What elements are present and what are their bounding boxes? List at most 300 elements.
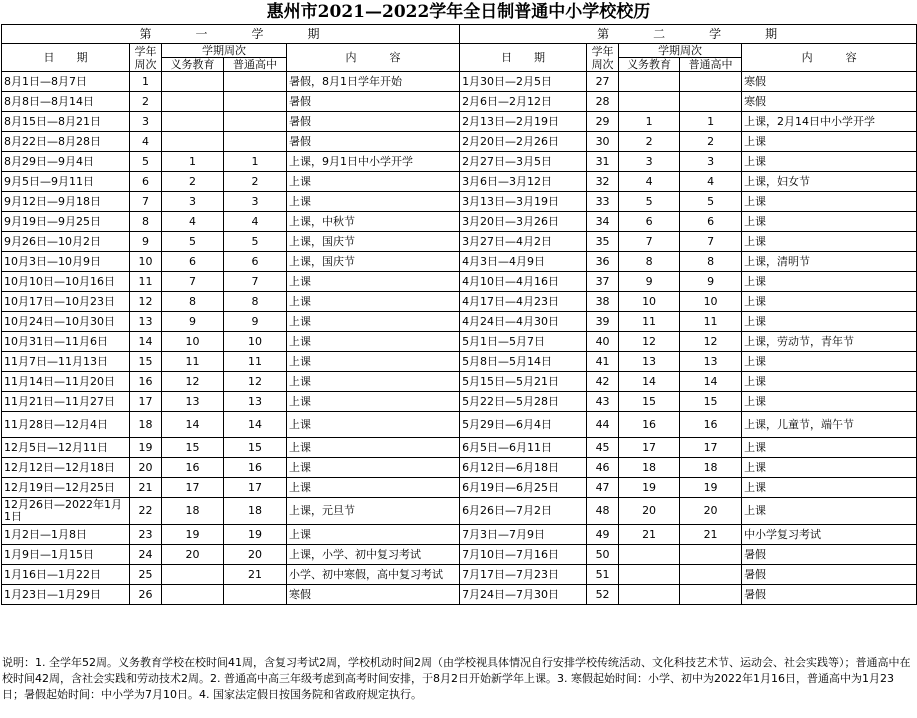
date-cell: 1月23日—1月29日 <box>2 585 130 605</box>
date-cell: 10月17日—10月23日 <box>2 292 130 312</box>
date-2-cell: 3月6日—3月12日 <box>460 172 587 192</box>
content-cell: 上课 <box>287 352 460 372</box>
table-row <box>2 525 917 545</box>
table-row <box>2 498 917 525</box>
content-2-cell: 暑假 <box>742 565 917 585</box>
high-school-week-cell: 9 <box>224 312 287 332</box>
table-row <box>2 438 917 458</box>
date-cell: 8月15日—8月21日 <box>2 112 130 132</box>
content-cell: 上课 <box>287 458 460 478</box>
table-row <box>2 152 917 172</box>
compulsory-week-cell: 3 <box>162 192 224 212</box>
date-2-cell: 2月13日—2月19日 <box>460 112 587 132</box>
term-week-header-2: 学期周次 <box>619 44 742 58</box>
compulsory-week-2-cell: 16 <box>619 412 680 438</box>
high-school-week-cell: 16 <box>224 458 287 478</box>
high-school-week-2-cell <box>680 545 742 565</box>
date-2-cell: 4月3日—4月9日 <box>460 252 587 272</box>
high-school-week-2-cell: 10 <box>680 292 742 312</box>
high-school-week-cell <box>224 92 287 112</box>
school-year-week-2-cell: 45 <box>587 438 619 458</box>
content-cell: 上课 <box>287 412 460 438</box>
high-school-week-cell: 15 <box>224 438 287 458</box>
content-2-cell: 暑假 <box>742 585 917 605</box>
date-cell: 10月10日—10月16日 <box>2 272 130 292</box>
table-row <box>2 392 917 412</box>
compulsory-week-2-cell: 8 <box>619 252 680 272</box>
compulsory-week-cell: 8 <box>162 292 224 312</box>
date-2-cell: 2月6日—2月12日 <box>460 92 587 112</box>
date-2-cell: 2月20日—2月26日 <box>460 132 587 152</box>
semester2-label: 第 二 学 期 <box>460 25 917 44</box>
date-cell: 12月26日—2022年1月1日 <box>2 498 130 525</box>
date-cell: 11月21日—11月27日 <box>2 392 130 412</box>
high-school-week-cell: 8 <box>224 292 287 312</box>
compulsory-week-2-cell: 9 <box>619 272 680 292</box>
semester1-label: 第 一 学 期 <box>2 25 460 44</box>
high-school-week-2-cell: 14 <box>680 372 742 392</box>
school-year-week-2-cell: 34 <box>587 212 619 232</box>
high-school-week-cell: 17 <box>224 478 287 498</box>
content-cell: 上课 <box>287 312 460 332</box>
content-cell: 上课，9月1日中小学开学 <box>287 152 460 172</box>
content-cell: 暑假 <box>287 112 460 132</box>
date-cell: 8月29日—9月4日 <box>2 152 130 172</box>
compulsory-week-cell: 17 <box>162 478 224 498</box>
high-school-week-cell: 3 <box>224 192 287 212</box>
date-cell: 11月7日—11月13日 <box>2 352 130 372</box>
school-year-week-cell: 26 <box>130 585 162 605</box>
date-2-cell: 7月10日—7月16日 <box>460 545 587 565</box>
school-year-week-2-cell: 44 <box>587 412 619 438</box>
date-2-cell: 4月17日—4月23日 <box>460 292 587 312</box>
school-year-week-2-cell: 46 <box>587 458 619 478</box>
compulsory-week-cell: 7 <box>162 272 224 292</box>
school-year-week-2-cell: 51 <box>587 565 619 585</box>
table-row <box>2 545 917 565</box>
school-year-week-2-cell: 39 <box>587 312 619 332</box>
school-year-week-2-cell: 28 <box>587 92 619 112</box>
school-year-week-cell: 14 <box>130 332 162 352</box>
high-school-week-cell <box>224 72 287 92</box>
content-cell: 上课 <box>287 438 460 458</box>
compulsory-week-cell: 12 <box>162 372 224 392</box>
high-school-week-2-cell: 4 <box>680 172 742 192</box>
compulsory-week-2-cell <box>619 72 680 92</box>
date-cell: 10月3日—10月9日 <box>2 252 130 272</box>
table-row <box>2 132 917 152</box>
table-row <box>2 72 917 92</box>
date-2-cell: 6月19日—6月25日 <box>460 478 587 498</box>
high-school-week-cell: 2 <box>224 172 287 192</box>
compulsory-week-cell: 15 <box>162 438 224 458</box>
table-row <box>2 292 917 312</box>
date-2-cell: 3月20日—3月26日 <box>460 212 587 232</box>
compulsory-week-2-cell: 6 <box>619 212 680 232</box>
date-cell: 11月28日—12月4日 <box>2 412 130 438</box>
compulsory-week-2-cell <box>619 565 680 585</box>
school-year-week-2-cell: 47 <box>587 478 619 498</box>
page-title: 惠州市2021—2022学年全日制普通中小学校校历 <box>266 2 651 22</box>
content-2-cell: 上课 <box>742 152 917 172</box>
school-year-week-2-cell: 36 <box>587 252 619 272</box>
compulsory-week-2-cell: 13 <box>619 352 680 372</box>
date-2-cell: 5月29日—6月4日 <box>460 412 587 438</box>
school-year-week-cell: 25 <box>130 565 162 585</box>
high-school-week-2-cell: 6 <box>680 212 742 232</box>
table-row <box>2 585 917 605</box>
table-row <box>2 372 917 392</box>
content-2-cell: 上课 <box>742 392 917 412</box>
content-2-cell: 上课 <box>742 292 917 312</box>
table-row <box>2 478 917 498</box>
school-year-week-2-cell: 31 <box>587 152 619 172</box>
table-row <box>2 412 917 438</box>
compulsory-week-cell <box>162 92 224 112</box>
date-cell: 10月31日—11月6日 <box>2 332 130 352</box>
compulsory-week-cell: 13 <box>162 392 224 412</box>
table-row <box>2 252 917 272</box>
table-row <box>2 565 917 585</box>
school-year-week-header: 学年周次 <box>130 44 162 72</box>
date-cell: 12月5日—12月11日 <box>2 438 130 458</box>
high-school-week-2-cell <box>680 72 742 92</box>
date-cell: 9月19日—9月25日 <box>2 212 130 232</box>
table-row <box>2 352 917 372</box>
high-school-week-2-cell: 11 <box>680 312 742 332</box>
school-year-week-cell: 22 <box>130 498 162 525</box>
school-year-week-2-cell: 27 <box>587 72 619 92</box>
school-year-week-cell: 24 <box>130 545 162 565</box>
school-year-week-cell: 7 <box>130 192 162 212</box>
content-2-cell: 上课，劳动节，青年节 <box>742 332 917 352</box>
school-year-week-2-cell: 48 <box>587 498 619 525</box>
high-school-week-cell <box>224 585 287 605</box>
compulsory-week-2-cell: 15 <box>619 392 680 412</box>
high-school-header: 普通高中 <box>224 58 287 72</box>
date-2-cell: 5月1日—5月7日 <box>460 332 587 352</box>
date-2-cell: 3月13日—3月19日 <box>460 192 587 212</box>
date-cell: 8月8日—8月14日 <box>2 92 130 112</box>
school-year-week-2-cell: 43 <box>587 392 619 412</box>
compulsory-week-cell <box>162 112 224 132</box>
compulsory-week-cell <box>162 132 224 152</box>
compulsory-week-cell: 1 <box>162 152 224 172</box>
high-school-week-2-cell: 9 <box>680 272 742 292</box>
content-2-cell: 上课 <box>742 458 917 478</box>
school-year-week-cell: 4 <box>130 132 162 152</box>
date-2-cell: 4月24日—4月30日 <box>460 312 587 332</box>
high-school-week-2-cell: 8 <box>680 252 742 272</box>
content-cell: 上课 <box>287 392 460 412</box>
table-row <box>2 112 917 132</box>
school-year-week-header-2: 学年周次 <box>587 44 619 72</box>
compulsory-week-2-cell <box>619 585 680 605</box>
high-school-week-cell: 10 <box>224 332 287 352</box>
compulsory-week-cell: 18 <box>162 498 224 525</box>
school-year-week-2-cell: 38 <box>587 292 619 312</box>
school-year-week-cell: 16 <box>130 372 162 392</box>
content-cell: 上课 <box>287 172 460 192</box>
high-school-week-2-cell: 5 <box>680 192 742 212</box>
school-year-week-cell: 21 <box>130 478 162 498</box>
date-2-cell: 6月12日—6月18日 <box>460 458 587 478</box>
date-cell: 1月9日—1月15日 <box>2 545 130 565</box>
compulsory-week-2-cell: 5 <box>619 192 680 212</box>
content-cell: 暑假 <box>287 132 460 152</box>
compulsory-week-2-cell: 11 <box>619 312 680 332</box>
content-2-cell: 上课 <box>742 272 917 292</box>
high-school-week-2-cell: 13 <box>680 352 742 372</box>
compulsory-week-cell: 6 <box>162 252 224 272</box>
school-year-week-cell: 18 <box>130 412 162 438</box>
compulsory-week-cell: 10 <box>162 332 224 352</box>
content-2-cell: 上课，清明节 <box>742 252 917 272</box>
table-row <box>2 172 917 192</box>
compulsory-week-2-cell: 10 <box>619 292 680 312</box>
high-school-week-2-cell: 1 <box>680 112 742 132</box>
date-2-cell: 3月27日—4月2日 <box>460 232 587 252</box>
school-year-week-cell: 3 <box>130 112 162 132</box>
date-cell: 9月5日—9月11日 <box>2 172 130 192</box>
table-row <box>2 232 917 252</box>
compulsory-week-2-cell: 1 <box>619 112 680 132</box>
date-2-cell: 2月27日—3月5日 <box>460 152 587 172</box>
date-cell: 10月24日—10月30日 <box>2 312 130 332</box>
school-year-week-2-cell: 30 <box>587 132 619 152</box>
high-school-week-2-cell <box>680 565 742 585</box>
high-school-week-cell: 4 <box>224 212 287 232</box>
school-year-week-cell: 10 <box>130 252 162 272</box>
high-school-header-2: 普通高中 <box>680 58 742 72</box>
content-cell: 上课 <box>287 525 460 545</box>
high-school-week-cell: 13 <box>224 392 287 412</box>
compulsory-week-2-cell: 12 <box>619 332 680 352</box>
compulsory-week-cell <box>162 72 224 92</box>
date-2-cell: 6月5日—6月11日 <box>460 438 587 458</box>
compulsory-week-2-cell: 3 <box>619 152 680 172</box>
high-school-week-2-cell: 19 <box>680 478 742 498</box>
date-2-cell: 7月17日—7月23日 <box>460 565 587 585</box>
high-school-week-2-cell: 20 <box>680 498 742 525</box>
content-2-cell: 上课 <box>742 192 917 212</box>
content-cell: 上课 <box>287 292 460 312</box>
compulsory-week-cell: 2 <box>162 172 224 192</box>
compulsory-week-2-cell: 19 <box>619 478 680 498</box>
school-year-week-cell: 5 <box>130 152 162 172</box>
compulsory-week-2-cell: 14 <box>619 372 680 392</box>
content-2-cell: 上课，2月14日中小学开学 <box>742 112 917 132</box>
date-2-cell: 5月15日—5月21日 <box>460 372 587 392</box>
compulsory-week-cell: 11 <box>162 352 224 372</box>
school-year-week-cell: 20 <box>130 458 162 478</box>
high-school-week-cell: 20 <box>224 545 287 565</box>
school-year-week-2-cell: 40 <box>587 332 619 352</box>
high-school-week-2-cell: 21 <box>680 525 742 545</box>
compulsory-week-2-cell: 17 <box>619 438 680 458</box>
date-2-cell: 6月26日—7月2日 <box>460 498 587 525</box>
high-school-week-cell <box>224 112 287 132</box>
content-cell: 上课，国庆节 <box>287 252 460 272</box>
semester-header-row <box>2 25 917 44</box>
date-cell: 12月19日—12月25日 <box>2 478 130 498</box>
content-2-cell: 上课，妇女节 <box>742 172 917 192</box>
high-school-week-cell: 18 <box>224 498 287 525</box>
compulsory-week-2-cell: 2 <box>619 132 680 152</box>
compulsory-week-cell <box>162 585 224 605</box>
table-row <box>2 312 917 332</box>
content-cell: 上课 <box>287 478 460 498</box>
content-cell: 上课，国庆节 <box>287 232 460 252</box>
school-year-week-2-cell: 52 <box>587 585 619 605</box>
date-cell: 8月1日—8月7日 <box>2 72 130 92</box>
content-header: 内 容 <box>287 44 460 72</box>
high-school-week-2-cell <box>680 585 742 605</box>
date-cell: 9月12日—9月18日 <box>2 192 130 212</box>
school-year-week-2-cell: 35 <box>587 232 619 252</box>
high-school-week-2-cell: 7 <box>680 232 742 252</box>
school-year-week-cell: 11 <box>130 272 162 292</box>
school-year-week-2-cell: 49 <box>587 525 619 545</box>
high-school-week-2-cell: 18 <box>680 458 742 478</box>
high-school-week-2-cell: 3 <box>680 152 742 172</box>
content-2-cell: 寒假 <box>742 72 917 92</box>
school-year-week-cell: 2 <box>130 92 162 112</box>
high-school-week-2-cell <box>680 92 742 112</box>
content-cell: 上课，小学、初中复习考试 <box>287 545 460 565</box>
date-header: 日 期 <box>2 44 130 72</box>
high-school-week-cell: 19 <box>224 525 287 545</box>
content-cell: 上课，中秋节 <box>287 212 460 232</box>
content-2-cell: 上课 <box>742 438 917 458</box>
compulsory-week-cell <box>162 565 224 585</box>
date-2-cell: 5月8日—5月14日 <box>460 352 587 372</box>
date-cell: 9月26日—10月2日 <box>2 232 130 252</box>
table-row <box>2 92 917 112</box>
footnote: 说明：1. 全学年52周。义务教育学校在校时间41周，含复习考试2周，学校机动时间2周（由学校视具体情况自行安排学校传统活动、文化科技艺术节、运动会、社会实践等）；普通高中在校时间42周，含社会实践和劳动技术2周。2. 普通高中高三年级考虑到高考时间安排，于8月2日开始新学年上课。3. 寒假起始时间：小学、初中为2022年1月16日，普通高中为1月23日；暑假起始时间：中小学为7月10日。4. 国家法定假日按国务院和省政府规定执行。 <box>2 656 911 701</box>
date-cell: 12月12日—12月18日 <box>2 458 130 478</box>
date-cell: 1月2日—1月8日 <box>2 525 130 545</box>
date-header-2: 日 期 <box>460 44 587 72</box>
table-row <box>2 212 917 232</box>
content-cell: 上课 <box>287 272 460 292</box>
high-school-week-cell: 6 <box>224 252 287 272</box>
high-school-week-cell: 5 <box>224 232 287 252</box>
high-school-week-cell: 12 <box>224 372 287 392</box>
table-row <box>2 192 917 212</box>
compulsory-week-2-cell: 7 <box>619 232 680 252</box>
compulsory-header-2: 义务教育 <box>619 58 680 72</box>
school-year-week-cell: 15 <box>130 352 162 372</box>
table-row <box>2 458 917 478</box>
school-year-week-cell: 17 <box>130 392 162 412</box>
date-2-cell: 5月22日—5月28日 <box>460 392 587 412</box>
high-school-week-cell: 11 <box>224 352 287 372</box>
compulsory-week-2-cell <box>619 92 680 112</box>
compulsory-week-2-cell: 20 <box>619 498 680 525</box>
column-header-row <box>2 44 917 58</box>
compulsory-week-2-cell: 21 <box>619 525 680 545</box>
high-school-week-2-cell: 17 <box>680 438 742 458</box>
high-school-week-cell: 21 <box>224 565 287 585</box>
compulsory-week-cell: 19 <box>162 525 224 545</box>
content-cell: 暑假，8月1日学年开始 <box>287 72 460 92</box>
school-year-week-cell: 1 <box>130 72 162 92</box>
date-2-cell: 7月3日—7月9日 <box>460 525 587 545</box>
content-2-cell: 上课 <box>742 232 917 252</box>
content-2-cell: 上课 <box>742 498 917 525</box>
school-year-week-2-cell: 32 <box>587 172 619 192</box>
compulsory-week-2-cell <box>619 545 680 565</box>
content-cell: 寒假 <box>287 585 460 605</box>
content-2-cell: 上课 <box>742 372 917 392</box>
compulsory-week-cell: 20 <box>162 545 224 565</box>
school-year-week-cell: 12 <box>130 292 162 312</box>
content-cell: 暑假 <box>287 92 460 112</box>
content-cell: 上课，元旦节 <box>287 498 460 525</box>
compulsory-week-cell: 4 <box>162 212 224 232</box>
date-cell: 8月22日—8月28日 <box>2 132 130 152</box>
school-year-week-2-cell: 29 <box>587 112 619 132</box>
content-2-cell: 上课 <box>742 352 917 372</box>
compulsory-header: 义务教育 <box>162 58 224 72</box>
content-header-2: 内 容 <box>742 44 917 72</box>
school-year-week-2-cell: 50 <box>587 545 619 565</box>
high-school-week-2-cell: 12 <box>680 332 742 352</box>
content-2-cell: 寒假 <box>742 92 917 112</box>
content-2-cell: 上课，儿童节，端午节 <box>742 412 917 438</box>
high-school-week-cell <box>224 132 287 152</box>
school-year-week-cell: 23 <box>130 525 162 545</box>
content-cell: 上课 <box>287 192 460 212</box>
content-2-cell: 上课 <box>742 478 917 498</box>
content-cell: 上课 <box>287 332 460 352</box>
compulsory-week-cell: 9 <box>162 312 224 332</box>
date-2-cell: 7月24日—7月30日 <box>460 585 587 605</box>
date-2-cell: 4月10日—4月16日 <box>460 272 587 292</box>
compulsory-week-2-cell: 4 <box>619 172 680 192</box>
high-school-week-cell: 7 <box>224 272 287 292</box>
date-2-cell: 1月30日—2月5日 <box>460 72 587 92</box>
high-school-week-cell: 1 <box>224 152 287 172</box>
content-2-cell: 上课 <box>742 312 917 332</box>
school-year-week-2-cell: 41 <box>587 352 619 372</box>
content-cell: 上课 <box>287 372 460 392</box>
compulsory-week-cell: 5 <box>162 232 224 252</box>
compulsory-week-2-cell: 18 <box>619 458 680 478</box>
school-year-week-cell: 9 <box>130 232 162 252</box>
term-week-header: 学期周次 <box>162 44 287 58</box>
compulsory-week-cell: 14 <box>162 412 224 438</box>
high-school-week-2-cell: 16 <box>680 412 742 438</box>
school-year-week-cell: 6 <box>130 172 162 192</box>
content-2-cell: 上课 <box>742 212 917 232</box>
table-row <box>2 332 917 352</box>
content-2-cell: 暑假 <box>742 545 917 565</box>
school-year-week-2-cell: 42 <box>587 372 619 392</box>
content-2-cell: 中小学复习考试 <box>742 525 917 545</box>
school-year-week-cell: 19 <box>130 438 162 458</box>
content-cell: 小学、初中寒假，高中复习考试 <box>287 565 460 585</box>
school-year-week-2-cell: 33 <box>587 192 619 212</box>
date-cell: 11月14日—11月20日 <box>2 372 130 392</box>
date-cell: 1月16日—1月22日 <box>2 565 130 585</box>
school-year-week-cell: 8 <box>130 212 162 232</box>
calendar-table <box>1 24 917 605</box>
table-row <box>2 272 917 292</box>
high-school-week-2-cell: 15 <box>680 392 742 412</box>
high-school-week-2-cell: 2 <box>680 132 742 152</box>
